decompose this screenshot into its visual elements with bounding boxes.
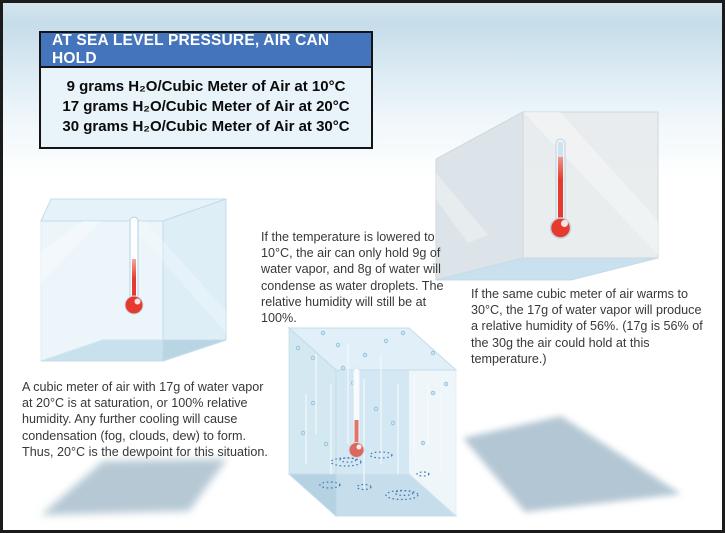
cube-30c-body bbox=[436, 112, 658, 280]
capacity-line-30c: 30 grams H₂O/Cubic Meter of Air at 30°C bbox=[62, 118, 350, 135]
cube-20c-illustration bbox=[31, 193, 241, 375]
capacity-box-title: AT SEA LEVEL PRESSURE, AIR CAN HOLD bbox=[52, 31, 330, 67]
cube-10c-illustration bbox=[286, 324, 468, 526]
capacity-line-20c: 17 grams H₂O/Cubic Meter of Air at 20°C bbox=[62, 98, 350, 115]
capacity-box-header bbox=[41, 33, 371, 68]
capacity-line-10c: 9 grams H₂O/Cubic Meter of Air at 10°C bbox=[66, 78, 346, 95]
left-cube-shadow bbox=[31, 451, 246, 523]
right-cube-shadow bbox=[453, 408, 688, 518]
caption-cooling: If the temperature is lowered to 10°C, the air can only hold 9g of water vapor, and 8g of water will condense as water droplets. The relative humidity will still be at 100%. bbox=[261, 230, 444, 326]
caption-warming: If the same cubic meter of air warms to 30°C, the 17g of water vapor will produce a relative humidity of 56%. (17g is 56% of the 30g the air could hold at this temperature.) bbox=[471, 287, 703, 366]
capacity-box-body bbox=[41, 68, 371, 147]
cube-30c-illustration bbox=[428, 103, 668, 293]
capacity-box bbox=[39, 31, 373, 149]
caption-saturation: A cubic meter of air with 17g of water vapor at 20°C is at saturation, or 100% relative humidity. Any further cooling will cause condensation (fog, clouds, dew) to form. Thus, 20°C is the dewpoint for this situation. bbox=[22, 380, 268, 459]
